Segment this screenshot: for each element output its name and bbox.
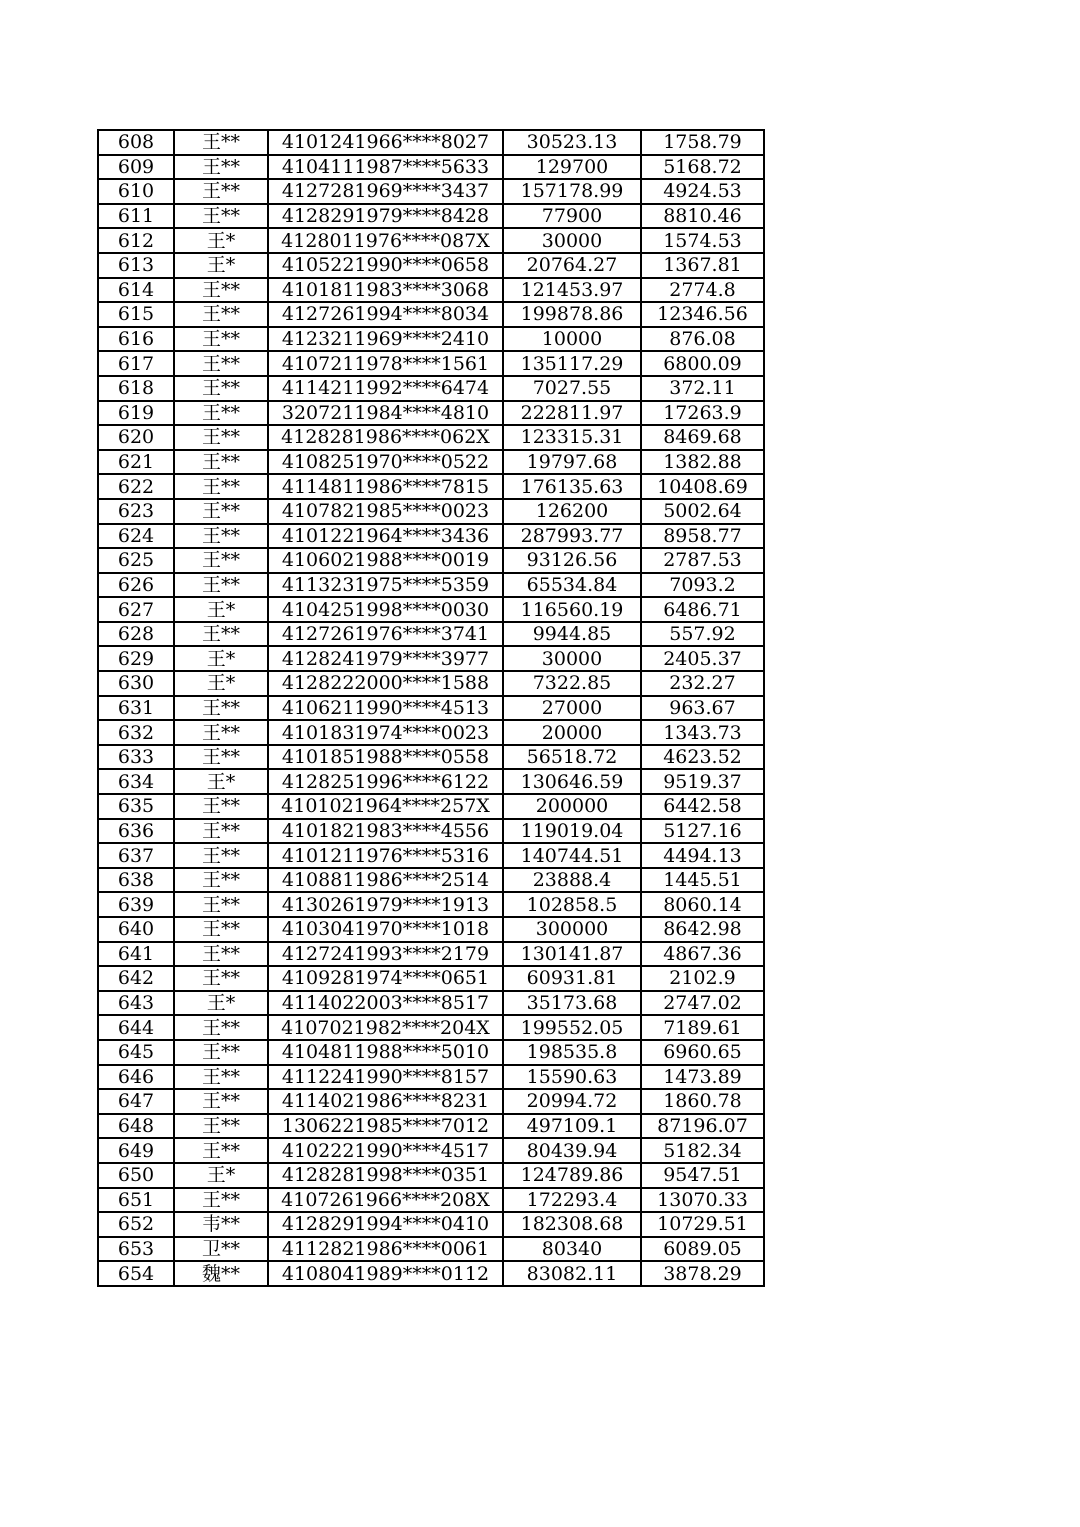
row-number-cell: 629 <box>98 646 174 671</box>
id-number-cell: 4101851988****0558 <box>268 745 503 770</box>
value-cell: 5168.72 <box>641 155 764 180</box>
table-row <box>98 843 764 868</box>
id-number-cell: 4113231975****5359 <box>268 573 503 598</box>
value-cell: 3878.29 <box>641 1261 764 1286</box>
value-cell: 87196.07 <box>641 1114 764 1139</box>
amount-cell: 124789.86 <box>503 1163 641 1188</box>
table-row <box>98 769 764 794</box>
name-cell: 王** <box>174 892 268 917</box>
amount-cell: 80340 <box>503 1237 641 1262</box>
name-cell: 王** <box>174 1015 268 1040</box>
id-number-cell: 4109281974****0651 <box>268 966 503 991</box>
name-cell: 王* <box>174 769 268 794</box>
row-number-cell: 641 <box>98 942 174 967</box>
name-cell: 王** <box>174 1188 268 1213</box>
id-number-cell: 4104251998****0030 <box>268 597 503 622</box>
row-number-cell: 627 <box>98 597 174 622</box>
id-number-cell: 4101831974****0023 <box>268 720 503 745</box>
name-cell: 卫** <box>174 1237 268 1262</box>
table-row <box>98 991 764 1016</box>
id-number-cell: 4112241990****8157 <box>268 1065 503 1090</box>
id-number-cell: 4123211969****2410 <box>268 327 503 352</box>
name-cell: 王** <box>174 966 268 991</box>
id-number-cell: 4101211976****5316 <box>268 843 503 868</box>
name-cell: 王** <box>174 1065 268 1090</box>
row-number-cell: 616 <box>98 327 174 352</box>
value-cell: 1860.78 <box>641 1089 764 1114</box>
name-cell: 王** <box>174 302 268 327</box>
id-number-cell: 4108811986****2514 <box>268 868 503 893</box>
amount-cell: 30523.13 <box>503 130 641 155</box>
name-cell: 王** <box>174 794 268 819</box>
name-cell: 王** <box>174 155 268 180</box>
table-row <box>98 745 764 770</box>
table-row <box>98 450 764 475</box>
id-number-cell: 4104111987****5633 <box>268 155 503 180</box>
table-body <box>98 130 764 1286</box>
id-number-cell: 4106021988****0019 <box>268 548 503 573</box>
table-row <box>98 1065 764 1090</box>
amount-cell: 116560.19 <box>503 597 641 622</box>
id-number-cell: 4128011976****087X <box>268 228 503 253</box>
id-number-cell: 4114211992****6474 <box>268 376 503 401</box>
amount-cell: 15590.63 <box>503 1065 641 1090</box>
value-cell: 8642.98 <box>641 917 764 942</box>
value-cell: 4867.36 <box>641 942 764 967</box>
value-cell: 7189.61 <box>641 1015 764 1040</box>
id-number-cell: 4127261994****8034 <box>268 302 503 327</box>
name-cell: 王** <box>174 1114 268 1139</box>
row-number-cell: 648 <box>98 1114 174 1139</box>
table-row <box>98 425 764 450</box>
table-row <box>98 892 764 917</box>
value-cell: 2787.53 <box>641 548 764 573</box>
row-number-cell: 643 <box>98 991 174 1016</box>
amount-cell: 135117.29 <box>503 351 641 376</box>
amount-cell: 140744.51 <box>503 843 641 868</box>
amount-cell: 119019.04 <box>503 819 641 844</box>
value-cell: 5002.64 <box>641 499 764 524</box>
name-cell: 王** <box>174 843 268 868</box>
amount-cell: 123315.31 <box>503 425 641 450</box>
value-cell: 1445.51 <box>641 868 764 893</box>
id-number-cell: 4101221964****3436 <box>268 524 503 549</box>
row-number-cell: 644 <box>98 1015 174 1040</box>
amount-cell: 77900 <box>503 204 641 229</box>
table-row <box>98 228 764 253</box>
value-cell: 4924.53 <box>641 179 764 204</box>
name-cell: 王** <box>174 1040 268 1065</box>
amount-cell: 19797.68 <box>503 450 641 475</box>
table-row <box>98 278 764 303</box>
name-cell: 王* <box>174 1163 268 1188</box>
id-number-cell: 4107821985****0023 <box>268 499 503 524</box>
value-cell: 1343.73 <box>641 720 764 745</box>
amount-cell: 9944.85 <box>503 622 641 647</box>
table-row <box>98 794 764 819</box>
id-number-cell: 4101811983****3068 <box>268 278 503 303</box>
row-number-cell: 620 <box>98 425 174 450</box>
name-cell: 王** <box>174 450 268 475</box>
amount-cell: 176135.63 <box>503 474 641 499</box>
value-cell: 6486.71 <box>641 597 764 622</box>
amount-cell: 20764.27 <box>503 253 641 278</box>
id-number-cell: 4106211990****4513 <box>268 696 503 721</box>
table-row <box>98 597 764 622</box>
name-cell: 王** <box>174 179 268 204</box>
id-number-cell: 4101821983****4556 <box>268 819 503 844</box>
amount-cell: 65534.84 <box>503 573 641 598</box>
value-cell: 4623.52 <box>641 745 764 770</box>
name-cell: 王** <box>174 474 268 499</box>
row-number-cell: 621 <box>98 450 174 475</box>
name-cell: 王* <box>174 597 268 622</box>
table-row <box>98 351 764 376</box>
id-number-cell: 4104811988****5010 <box>268 1040 503 1065</box>
name-cell: 王** <box>174 327 268 352</box>
name-cell: 王** <box>174 696 268 721</box>
value-cell: 6960.65 <box>641 1040 764 1065</box>
id-number-cell: 4128281998****0351 <box>268 1163 503 1188</box>
table-row <box>98 327 764 352</box>
row-number-cell: 608 <box>98 130 174 155</box>
amount-cell: 130141.87 <box>503 942 641 967</box>
id-number-cell: 4128291994****0410 <box>268 1212 503 1237</box>
value-cell: 1758.79 <box>641 130 764 155</box>
amount-cell: 198535.8 <box>503 1040 641 1065</box>
table-row <box>98 1212 764 1237</box>
table-row <box>98 401 764 426</box>
id-number-cell: 4107261966****208X <box>268 1188 503 1213</box>
id-number-cell: 4130261979****1913 <box>268 892 503 917</box>
row-number-cell: 622 <box>98 474 174 499</box>
amount-cell: 23888.4 <box>503 868 641 893</box>
value-cell: 232.27 <box>641 671 764 696</box>
table-row <box>98 1261 764 1286</box>
table-row <box>98 942 764 967</box>
table-row <box>98 671 764 696</box>
id-number-cell: 3207211984****4810 <box>268 401 503 426</box>
table-row <box>98 1138 764 1163</box>
id-number-cell: 4108041989****0112 <box>268 1261 503 1286</box>
value-cell: 1382.88 <box>641 450 764 475</box>
row-number-cell: 614 <box>98 278 174 303</box>
value-cell: 5182.34 <box>641 1138 764 1163</box>
row-number-cell: 653 <box>98 1237 174 1262</box>
row-number-cell: 652 <box>98 1212 174 1237</box>
amount-cell: 7322.85 <box>503 671 641 696</box>
amount-cell: 200000 <box>503 794 641 819</box>
value-cell: 372.11 <box>641 376 764 401</box>
amount-cell: 56518.72 <box>503 745 641 770</box>
amount-cell: 130646.59 <box>503 769 641 794</box>
value-cell: 6800.09 <box>641 351 764 376</box>
name-cell: 王** <box>174 720 268 745</box>
value-cell: 1574.53 <box>641 228 764 253</box>
id-number-cell: 4127281969****3437 <box>268 179 503 204</box>
name-cell: 王** <box>174 376 268 401</box>
table-row <box>98 548 764 573</box>
row-number-cell: 624 <box>98 524 174 549</box>
table-row <box>98 253 764 278</box>
name-cell: 王** <box>174 548 268 573</box>
name-cell: 韦** <box>174 1212 268 1237</box>
value-cell: 1367.81 <box>641 253 764 278</box>
value-cell: 2405.37 <box>641 646 764 671</box>
name-cell: 王* <box>174 228 268 253</box>
row-number-cell: 645 <box>98 1040 174 1065</box>
id-number-cell: 4105221990****0658 <box>268 253 503 278</box>
value-cell: 8958.77 <box>641 524 764 549</box>
id-number-cell: 4107211978****1561 <box>268 351 503 376</box>
table-row <box>98 302 764 327</box>
table-row <box>98 819 764 844</box>
table-row <box>98 868 764 893</box>
name-cell: 王** <box>174 204 268 229</box>
value-cell: 2102.9 <box>641 966 764 991</box>
id-number-cell: 4108251970****0522 <box>268 450 503 475</box>
table-row <box>98 696 764 721</box>
name-cell: 王** <box>174 942 268 967</box>
table-row <box>98 499 764 524</box>
amount-cell: 20994.72 <box>503 1089 641 1114</box>
value-cell: 10408.69 <box>641 474 764 499</box>
row-number-cell: 651 <box>98 1188 174 1213</box>
amount-cell: 30000 <box>503 228 641 253</box>
amount-cell: 172293.4 <box>503 1188 641 1213</box>
value-cell: 4494.13 <box>641 843 764 868</box>
value-cell: 6442.58 <box>641 794 764 819</box>
table-row <box>98 524 764 549</box>
amount-cell: 80439.94 <box>503 1138 641 1163</box>
value-cell: 8810.46 <box>641 204 764 229</box>
table-row <box>98 917 764 942</box>
row-number-cell: 636 <box>98 819 174 844</box>
amount-cell: 102858.5 <box>503 892 641 917</box>
row-number-cell: 631 <box>98 696 174 721</box>
value-cell: 2774.8 <box>641 278 764 303</box>
amount-cell: 300000 <box>503 917 641 942</box>
row-number-cell: 632 <box>98 720 174 745</box>
amount-cell: 60931.81 <box>503 966 641 991</box>
row-number-cell: 650 <box>98 1163 174 1188</box>
table-row <box>98 720 764 745</box>
value-cell: 2747.02 <box>641 991 764 1016</box>
name-cell: 王** <box>174 351 268 376</box>
amount-cell: 10000 <box>503 327 641 352</box>
value-cell: 557.92 <box>641 622 764 647</box>
id-number-cell: 4103041970****1018 <box>268 917 503 942</box>
value-cell: 13070.33 <box>641 1188 764 1213</box>
name-cell: 王* <box>174 253 268 278</box>
row-number-cell: 640 <box>98 917 174 942</box>
table-row <box>98 646 764 671</box>
table-row <box>98 573 764 598</box>
table-row <box>98 1089 764 1114</box>
name-cell: 王** <box>174 524 268 549</box>
row-number-cell: 623 <box>98 499 174 524</box>
row-number-cell: 637 <box>98 843 174 868</box>
name-cell: 王* <box>174 991 268 1016</box>
name-cell: 王** <box>174 622 268 647</box>
id-number-cell: 4128241979****3977 <box>268 646 503 671</box>
id-number-cell: 4102221990****4517 <box>268 1138 503 1163</box>
amount-cell: 287993.77 <box>503 524 641 549</box>
name-cell: 王** <box>174 1138 268 1163</box>
value-cell: 9519.37 <box>641 769 764 794</box>
value-cell: 12346.56 <box>641 302 764 327</box>
name-cell: 魏** <box>174 1261 268 1286</box>
row-number-cell: 610 <box>98 179 174 204</box>
table-row <box>98 1040 764 1065</box>
value-cell: 10729.51 <box>641 1212 764 1237</box>
name-cell: 王** <box>174 425 268 450</box>
row-number-cell: 647 <box>98 1089 174 1114</box>
id-number-cell: 4112821986****0061 <box>268 1237 503 1262</box>
row-number-cell: 626 <box>98 573 174 598</box>
amount-cell: 30000 <box>503 646 641 671</box>
amount-cell: 20000 <box>503 720 641 745</box>
name-cell: 王** <box>174 745 268 770</box>
table-row <box>98 1114 764 1139</box>
name-cell: 王** <box>174 819 268 844</box>
row-number-cell: 639 <box>98 892 174 917</box>
amount-cell: 222811.97 <box>503 401 641 426</box>
value-cell: 17263.9 <box>641 401 764 426</box>
name-cell: 王** <box>174 401 268 426</box>
id-number-cell: 4128291979****8428 <box>268 204 503 229</box>
id-number-cell: 4128281986****062X <box>268 425 503 450</box>
amount-cell: 199878.86 <box>503 302 641 327</box>
row-number-cell: 649 <box>98 1138 174 1163</box>
row-number-cell: 615 <box>98 302 174 327</box>
amount-cell: 83082.11 <box>503 1261 641 1286</box>
amount-cell: 157178.99 <box>503 179 641 204</box>
name-cell: 王** <box>174 917 268 942</box>
table-row <box>98 1188 764 1213</box>
name-cell: 王** <box>174 1089 268 1114</box>
table-row <box>98 179 764 204</box>
amount-cell: 35173.68 <box>503 991 641 1016</box>
amount-cell: 129700 <box>503 155 641 180</box>
id-number-cell: 4101241966****8027 <box>268 130 503 155</box>
name-cell: 王* <box>174 646 268 671</box>
name-cell: 王** <box>174 499 268 524</box>
id-number-cell: 4127241993****2179 <box>268 942 503 967</box>
value-cell: 1473.89 <box>641 1065 764 1090</box>
row-number-cell: 625 <box>98 548 174 573</box>
value-cell: 8060.14 <box>641 892 764 917</box>
amount-cell: 93126.56 <box>503 548 641 573</box>
amount-cell: 182308.68 <box>503 1212 641 1237</box>
value-cell: 9547.51 <box>641 1163 764 1188</box>
table-row <box>98 1163 764 1188</box>
amount-cell: 199552.05 <box>503 1015 641 1040</box>
row-number-cell: 630 <box>98 671 174 696</box>
value-cell: 876.08 <box>641 327 764 352</box>
row-number-cell: 609 <box>98 155 174 180</box>
row-number-cell: 635 <box>98 794 174 819</box>
id-number-cell: 4107021982****204X <box>268 1015 503 1040</box>
table-row <box>98 204 764 229</box>
value-cell: 8469.68 <box>641 425 764 450</box>
table-row <box>98 1015 764 1040</box>
id-number-cell: 4128222000****1588 <box>268 671 503 696</box>
row-number-cell: 612 <box>98 228 174 253</box>
id-number-cell: 4127261976****3741 <box>268 622 503 647</box>
value-cell: 6089.05 <box>641 1237 764 1262</box>
table-row <box>98 1237 764 1262</box>
id-number-cell: 4114811986****7815 <box>268 474 503 499</box>
id-number-cell: 4114022003****8517 <box>268 991 503 1016</box>
row-number-cell: 611 <box>98 204 174 229</box>
name-cell: 王** <box>174 278 268 303</box>
row-number-cell: 633 <box>98 745 174 770</box>
table-row <box>98 155 764 180</box>
row-number-cell: 618 <box>98 376 174 401</box>
id-number-cell: 4128251996****6122 <box>268 769 503 794</box>
amount-cell: 126200 <box>503 499 641 524</box>
row-number-cell: 628 <box>98 622 174 647</box>
name-cell: 王** <box>174 573 268 598</box>
table-row <box>98 130 764 155</box>
id-number-cell: 1306221985****7012 <box>268 1114 503 1139</box>
table-row <box>98 376 764 401</box>
name-cell: 王** <box>174 130 268 155</box>
value-cell: 963.67 <box>641 696 764 721</box>
data-table <box>97 129 765 1287</box>
name-cell: 王* <box>174 671 268 696</box>
table-row <box>98 474 764 499</box>
row-number-cell: 617 <box>98 351 174 376</box>
row-number-cell: 654 <box>98 1261 174 1286</box>
amount-cell: 497109.1 <box>503 1114 641 1139</box>
table-row <box>98 622 764 647</box>
row-number-cell: 619 <box>98 401 174 426</box>
id-number-cell: 4101021964****257X <box>268 794 503 819</box>
table-row <box>98 966 764 991</box>
amount-cell: 27000 <box>503 696 641 721</box>
row-number-cell: 642 <box>98 966 174 991</box>
amount-cell: 7027.55 <box>503 376 641 401</box>
amount-cell: 121453.97 <box>503 278 641 303</box>
id-number-cell: 4114021986****8231 <box>268 1089 503 1114</box>
row-number-cell: 613 <box>98 253 174 278</box>
value-cell: 7093.2 <box>641 573 764 598</box>
name-cell: 王** <box>174 868 268 893</box>
row-number-cell: 634 <box>98 769 174 794</box>
value-cell: 5127.16 <box>641 819 764 844</box>
row-number-cell: 638 <box>98 868 174 893</box>
row-number-cell: 646 <box>98 1065 174 1090</box>
